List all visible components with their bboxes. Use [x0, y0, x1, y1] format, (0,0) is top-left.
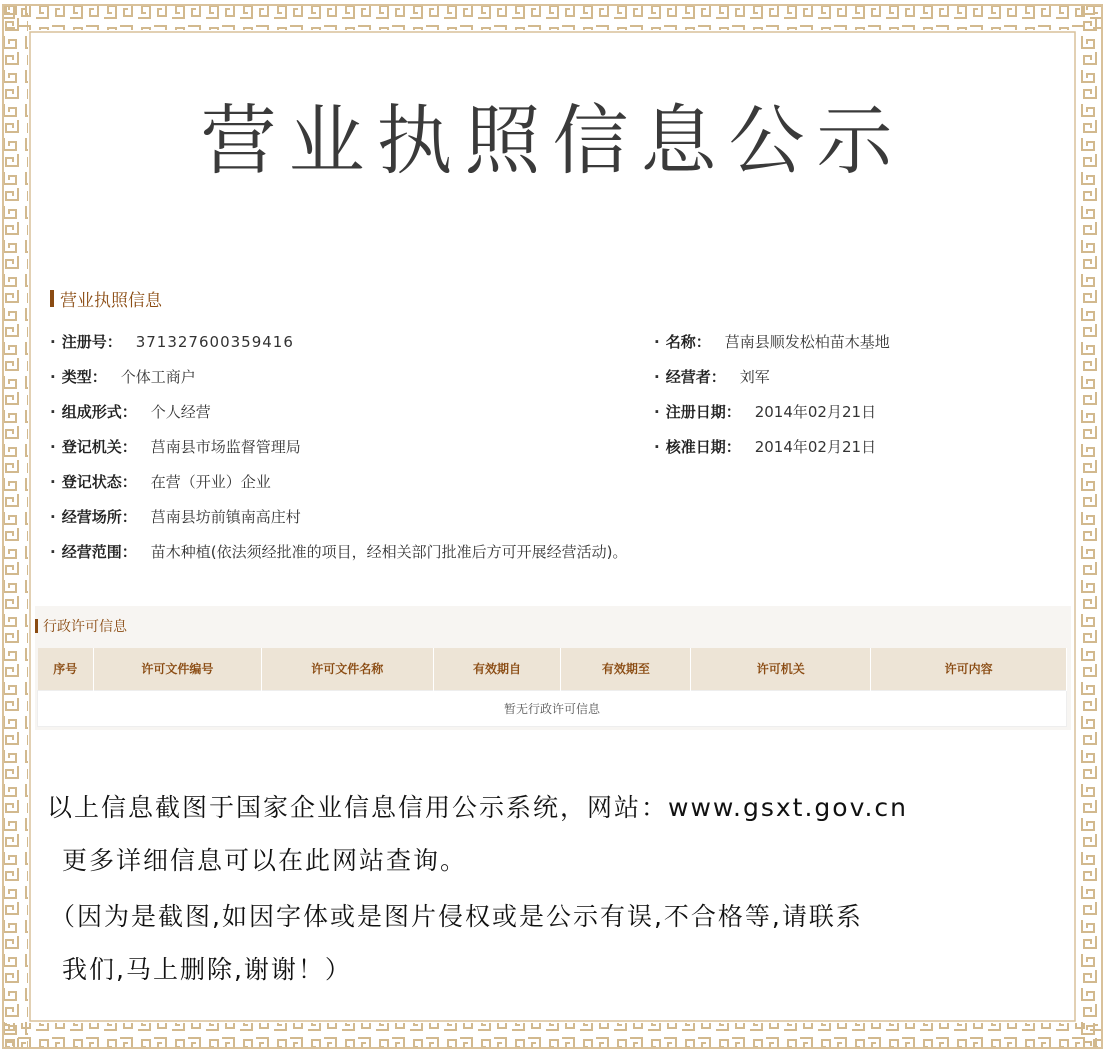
- note-line-4: 我们,马上删除,谢谢！）: [62, 955, 352, 984]
- field-registration-date: [654, 401, 876, 422]
- column-header: 有效期自: [433, 648, 561, 690]
- empty-message: 暂无行政许可信息: [38, 690, 1067, 726]
- field-value: 2014年02月21日: [754, 438, 877, 456]
- permit-table: [37, 648, 1067, 727]
- field-operator: [654, 366, 770, 387]
- field-location: [50, 506, 301, 527]
- note-line-3: （因为是截图,如因字体或是图片侵权或是公示有误,不合格等,请联系: [50, 902, 863, 931]
- field-status: [50, 471, 271, 492]
- permit-heading-text: 行政许可信息: [43, 619, 127, 635]
- field-label: 注册号：: [61, 333, 122, 351]
- field-form: [50, 401, 211, 422]
- table-row: [38, 690, 1067, 726]
- field-value: 莒南县市场监督管理局: [150, 438, 301, 456]
- field-value: 个人经营: [150, 403, 211, 421]
- bullet: ·: [50, 402, 56, 421]
- permit-table-header: [38, 648, 1067, 690]
- column-header: 有效期至: [561, 648, 691, 690]
- bullet: ·: [50, 542, 56, 561]
- field-authority: [50, 436, 301, 457]
- field-label: 经营场所：: [61, 508, 137, 526]
- bullet: ·: [654, 332, 660, 351]
- field-type: [50, 366, 196, 387]
- section-bar: [50, 290, 54, 307]
- field-value: 苗木种植(依法须经批准的项目，经相关部门批准后方可开展经营活动)。: [150, 543, 628, 561]
- bullet: ·: [50, 437, 56, 456]
- bullet: ·: [50, 472, 56, 491]
- bullet: ·: [50, 332, 56, 351]
- field-value: 2014年02月21日: [754, 403, 877, 421]
- permit-bar: [35, 619, 38, 633]
- field-value: 个体工商户: [120, 368, 196, 386]
- field-label: 经营范围：: [61, 543, 137, 561]
- field-value: 刘军: [739, 368, 770, 386]
- column-header: 序号: [38, 648, 94, 690]
- column-header: 许可内容: [871, 648, 1067, 690]
- bullet: ·: [654, 367, 660, 386]
- field-label: 名称：: [665, 333, 711, 351]
- field-value: 在营（开业）企业: [150, 473, 271, 491]
- field-label: 类型：: [61, 368, 107, 386]
- field-value: 莒南县坊前镇南高庄村: [150, 508, 301, 526]
- field-value: 莒南县顺发松柏苗木基地: [724, 333, 890, 351]
- permit-heading: [35, 616, 127, 636]
- bullet: ·: [50, 507, 56, 526]
- page-title: 营业执照信息公示: [200, 96, 905, 185]
- field-approval-date: [654, 436, 876, 457]
- section-heading: [50, 286, 162, 311]
- column-header: 许可机关: [691, 648, 871, 690]
- field-label: 登记机关：: [61, 438, 137, 456]
- field-label: 组成形式：: [61, 403, 137, 421]
- section-heading-text: 营业执照信息: [60, 291, 162, 311]
- field-label: 经营者：: [665, 368, 726, 386]
- column-header: 许可文件编号: [93, 648, 261, 690]
- bullet: ·: [654, 437, 660, 456]
- field-name: [654, 331, 890, 352]
- column-header: 许可文件名称: [261, 648, 433, 690]
- note-line-1: 以上信息截图于国家企业信息信用公示系统，网站：www.gsxt.gov.cn: [47, 793, 908, 822]
- note-line-2: 更多详细信息可以在此网站查询。: [62, 846, 468, 875]
- field-scope: [50, 541, 627, 562]
- field-value: 371327600359416: [135, 332, 294, 351]
- field-label: 核准日期：: [665, 438, 741, 456]
- field-label: 注册日期：: [665, 403, 741, 421]
- field-registration-number: [50, 331, 294, 352]
- field-label: 登记状态：: [61, 473, 137, 491]
- bullet: ·: [50, 367, 56, 386]
- bullet: ·: [654, 402, 660, 421]
